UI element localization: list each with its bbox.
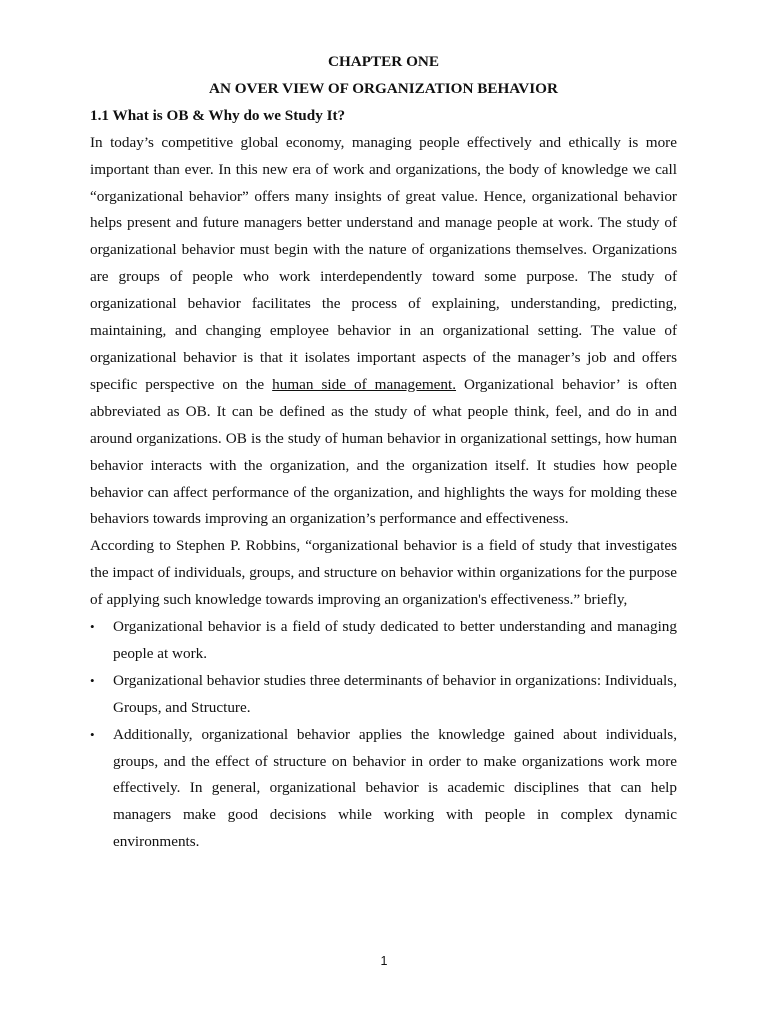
bullet-list [90,614,677,856]
page-number: 1 [380,954,388,968]
bullet-icon: • [90,672,95,688]
list-item [90,668,677,722]
paragraph-intro-text-1: In today’s competitive global economy, managing people effectively and ethically is more important than ever. In this new era of work and organizations, the body of knowledge we call “organizational behavior” offers many insights of great value. Hence, organizational behavior helps present and future managers better understand and manage people at work. The study of organizational behavior must begin with the nature of organizations themselves. Organizations are groups of people who work interdependently toward some purpose. The study of organizational behavior facilitates the process of explaining, understanding, predicting, maintaining, and changing employee behavior in an organizational setting. The value of organizational behavior is that it isolates important aspects of the manager’s job and offers specific perspective on the [90,133,677,393]
list-item [90,722,677,857]
human-side-of-management-link: human side of management. [272,375,457,393]
bullet-icon: • [90,619,95,635]
paragraph-robbins-definition: According to Stephen P. Robbins, “organizational behavior is a field of study that investigates the impact of individuals, groups, and structure on behavior within organizations for the purpose of applying such knowledge towards improving an organization's effectiveness.” briefly, [90,537,677,609]
document-page [90,49,677,856]
bullet-icon: • [90,726,95,742]
list-item-text: Organizational behavior is a field of study dedicated to better understanding and managing people at work. [113,618,677,662]
section-heading: 1.1 What is OB & Why do we Study It? [90,106,346,124]
list-item [90,614,677,668]
paragraph-intro-text-2: Organizational behavior’ is often abbreviated as OB. It can be defined as the study of what people think, feel, and do in and around organizations. OB is the study of human behavior in organizational settings, how human behavior interacts with the organization, and the organization itself. It studies how people behavior can affect performance of the organization, and highlights the ways for molding these behaviors towards improving an organization’s performance and effectiveness. [90,375,677,528]
chapter-title: AN OVER VIEW OF ORGANIZATION BEHAVIOR [209,79,558,97]
paragraph-intro [90,130,677,534]
chapter-label: CHAPTER ONE [328,53,439,70]
list-item-text: Additionally, organizational behavior applies the knowledge gained about individuals, groups, and the effect of structure on behavior in order to make organizations work more effectively. In general, organizational behavior is academic disciplines that can help managers make good decisions while working with people in complex dynamic environments. [113,725,677,851]
list-item-text: Organizational behavior studies three determinants of behavior in organizations: Individuals, Groups, and Structure. [113,671,677,716]
